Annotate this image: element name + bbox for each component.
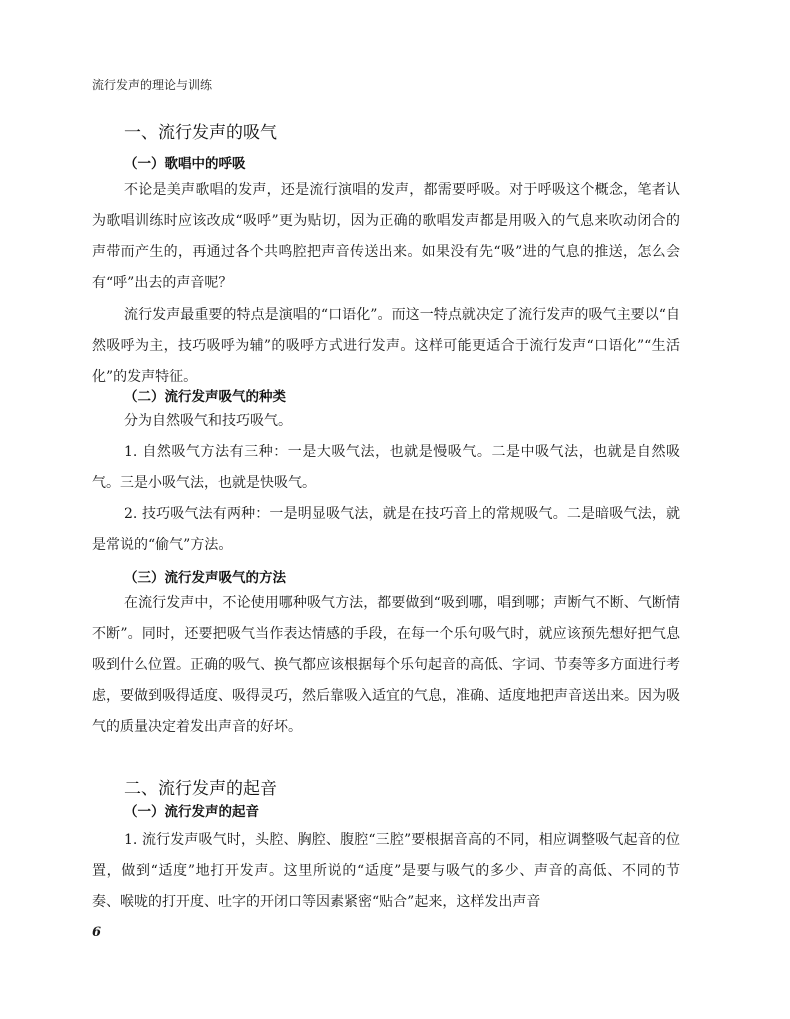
subsection-heading-1-1: （一）歌唱中的呼吸 xyxy=(124,156,246,172)
paragraph: 1. 自然吸气方法有三种：一是大吸气法，也就是慢吸气。二是中吸气法，也就是自然吸气。三是小吸气法，也就是快吸气。 xyxy=(92,444,680,491)
subsection-heading-1-2: （二）流行发声吸气的种类 xyxy=(124,389,286,405)
subsection-heading-2-1: （一）流行发声的起音 xyxy=(124,804,259,820)
subsection-heading-1-3: （三）流行发声吸气的方法 xyxy=(124,570,286,586)
paragraph: 分为自然吸气和技巧吸气。 xyxy=(124,413,292,429)
section-heading-1: 一、流行发声的吸气 xyxy=(124,123,277,143)
paragraph: 在流行发声中，不论使用哪种吸气方法，都要做到“吸到哪，唱到哪；声断气不断、气断情不断”。同时，还要把吸气当作表达情感的手段，在每一个乐句吸气时，就应该预先想好把气息吸到什么位置。正确的吸气、换气都应该根据每个乐句起音的高低、字词、节奏等多方面进行考虑，要做到吸得适度、吸得灵巧，然后靠吸入适宜的气息，准确、适度地把声音送出来。因为吸气的质量决定着发出声音的好坏。 xyxy=(92,595,680,735)
page-number: 6 xyxy=(92,925,102,940)
running-head: 流行发声的理论与训练 xyxy=(92,78,213,92)
paragraph: 1. 流行发声吸气时，头腔、胸腔、腹腔“三腔”要根据音高的不同，相应调整吸气起音的位置，做到“适度”地打开发声。这里所说的“适度”是要与吸气的多少、声音的高低、不同的节奏、喉咙的打开度、吐字的开闭口等因素紧密“贴合”起来，这样发出声音 xyxy=(92,832,680,910)
section-heading-2: 二、流行发声的起音 xyxy=(124,779,277,799)
paragraph: 2. 技巧吸气法有两种：一是明显吸气法，就是在技巧音上的常规吸气。二是暗吸气法，就是常说的“偷气”方法。 xyxy=(92,506,680,553)
paragraph: 流行发声最重要的特点是演唱的“口语化”。而这一特点就决定了流行发声的吸气主要以“自然吸呼为主，技巧吸呼为辅”的吸呼方式进行发声。这样可能更适合于流行发声“口语化”“生活化”的发声特征。 xyxy=(92,307,680,385)
paragraph: 不论是美声歌唱的发声，还是流行演唱的发声，都需要呼吸。对于呼吸这个概念，笔者认为歌唱训练时应该改成“吸呼”更为贴切，因为正确的歌唱发声都是用吸入的气息来吹动闭合的声带而产生的，再通过各个共鸣腔把声音传送出来。如果没有先“吸”进的气息的推送，怎么会有“呼”出去的声音呢？ xyxy=(92,182,680,291)
